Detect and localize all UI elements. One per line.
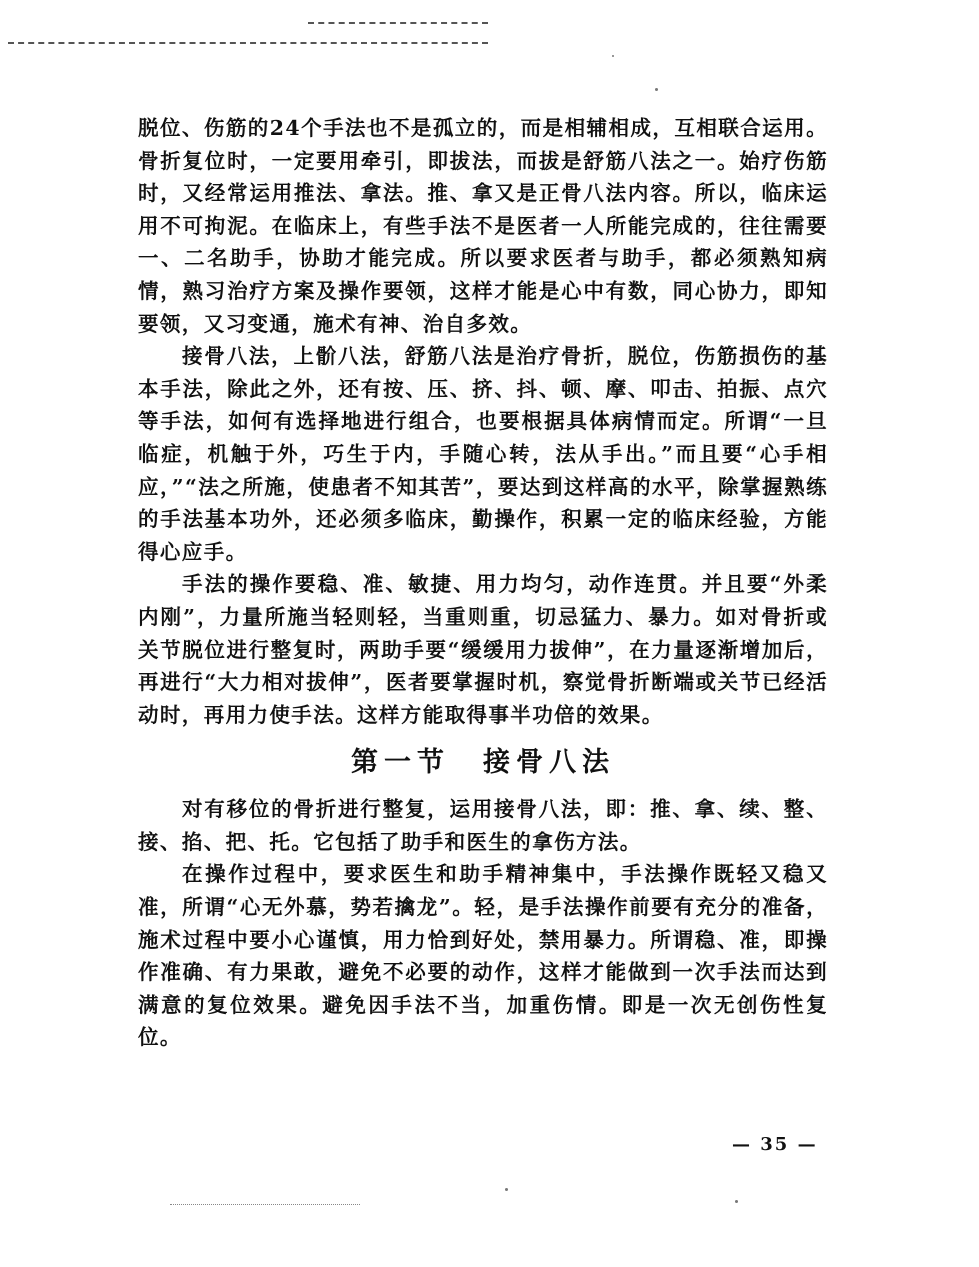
dashed-rule-lower (8, 42, 488, 44)
page-number: — 35 — (732, 1134, 818, 1155)
scan-speck (655, 88, 658, 91)
scan-dashed-border (8, 22, 488, 48)
section-paragraph-2: 在操作过程中，要求医生和助手精神集中，手法操作既轻又稳又准，所谓“心无外慕，势若擒龙”。轻，是手法操作前要有充分的准备，施术过程中要小心谨慎，用力恰到好处，禁用暴力。所谓稳、准，即操作准确、有力果敢，避免不必要的动作，这样才能做到一次手法而达到满意的复位效果。避免因手法不当，加重伤情。即是一次无创伤性复位。 (138, 862, 828, 1050)
scan-speck (505, 1188, 508, 1191)
page-body (138, 112, 828, 1054)
section-paragraph-1: 对有移位的骨折进行整复，运用接骨八法，即：推、拿、续、整、接、掐、把、托。它包括了助手和医生的拿伤方法。 (138, 797, 828, 854)
body-paragraph-3: 手法的操作要稳、准、敏捷、用力均匀，动作连贯。并且要“外柔内刚”，力量所施当轻则轻，当重则重，切忌猛力、暴力。如对骨折或关节脱位进行整复时，两助手要“缓缓用力拔伸”，在力量逐渐增加后，再进行“大力相对拔伸”，医者要掌握时机，察觉骨折断端或关节已经活动时，再用力使手法。这样方能取得事半功倍的效果。 (138, 572, 828, 727)
scan-footer-noise (170, 1204, 360, 1208)
section-heading: 第一节 接骨八法 (351, 747, 615, 779)
dashed-rule-upper (308, 22, 488, 24)
body-paragraph-2: 接骨八法，上骱八法，舒筋八法是治疗骨折，脱位，伤筋损伤的基本手法，除此之外，还有按、压、挤、抖、顿、摩、叩击、拍振、点穴等手法，如何有选择地进行组合，也要根据具体病情而定。所谓“一旦临症，机触于外，巧生于内，手随心转，法从手出。”而且要“心手相应，”“法之所施，使患者不知其苦”，要达到这样高的水平，除掌握熟练的手法基本功外，还必须多临床，勤操作，积累一定的临床经验，方能得心应手。 (138, 344, 828, 564)
scan-speck (612, 55, 614, 57)
body-paragraph-1: 脱位、伤筋的24个手法也不是孤立的，而是相辅相成，互相联合运用。骨折复位时，一定要用牵引，即拔法，而拔是舒筋八法之一。始疗伤筋时，又经常运用推法、拿法。推、拿又是正骨八法内容。所以，临床运用不可拘泥。在临床上，有些手法不是医者一人所能完成的，往往需要一、二名助手，协助才能完成。所以要求医者与助手，都必须熟知病情，熟习治疗方案及操作要领，这样才能是心中有数，同心协力，即知要领，又习变通，施术有神、治自多效。 (138, 116, 828, 336)
scan-speck (735, 1200, 738, 1203)
